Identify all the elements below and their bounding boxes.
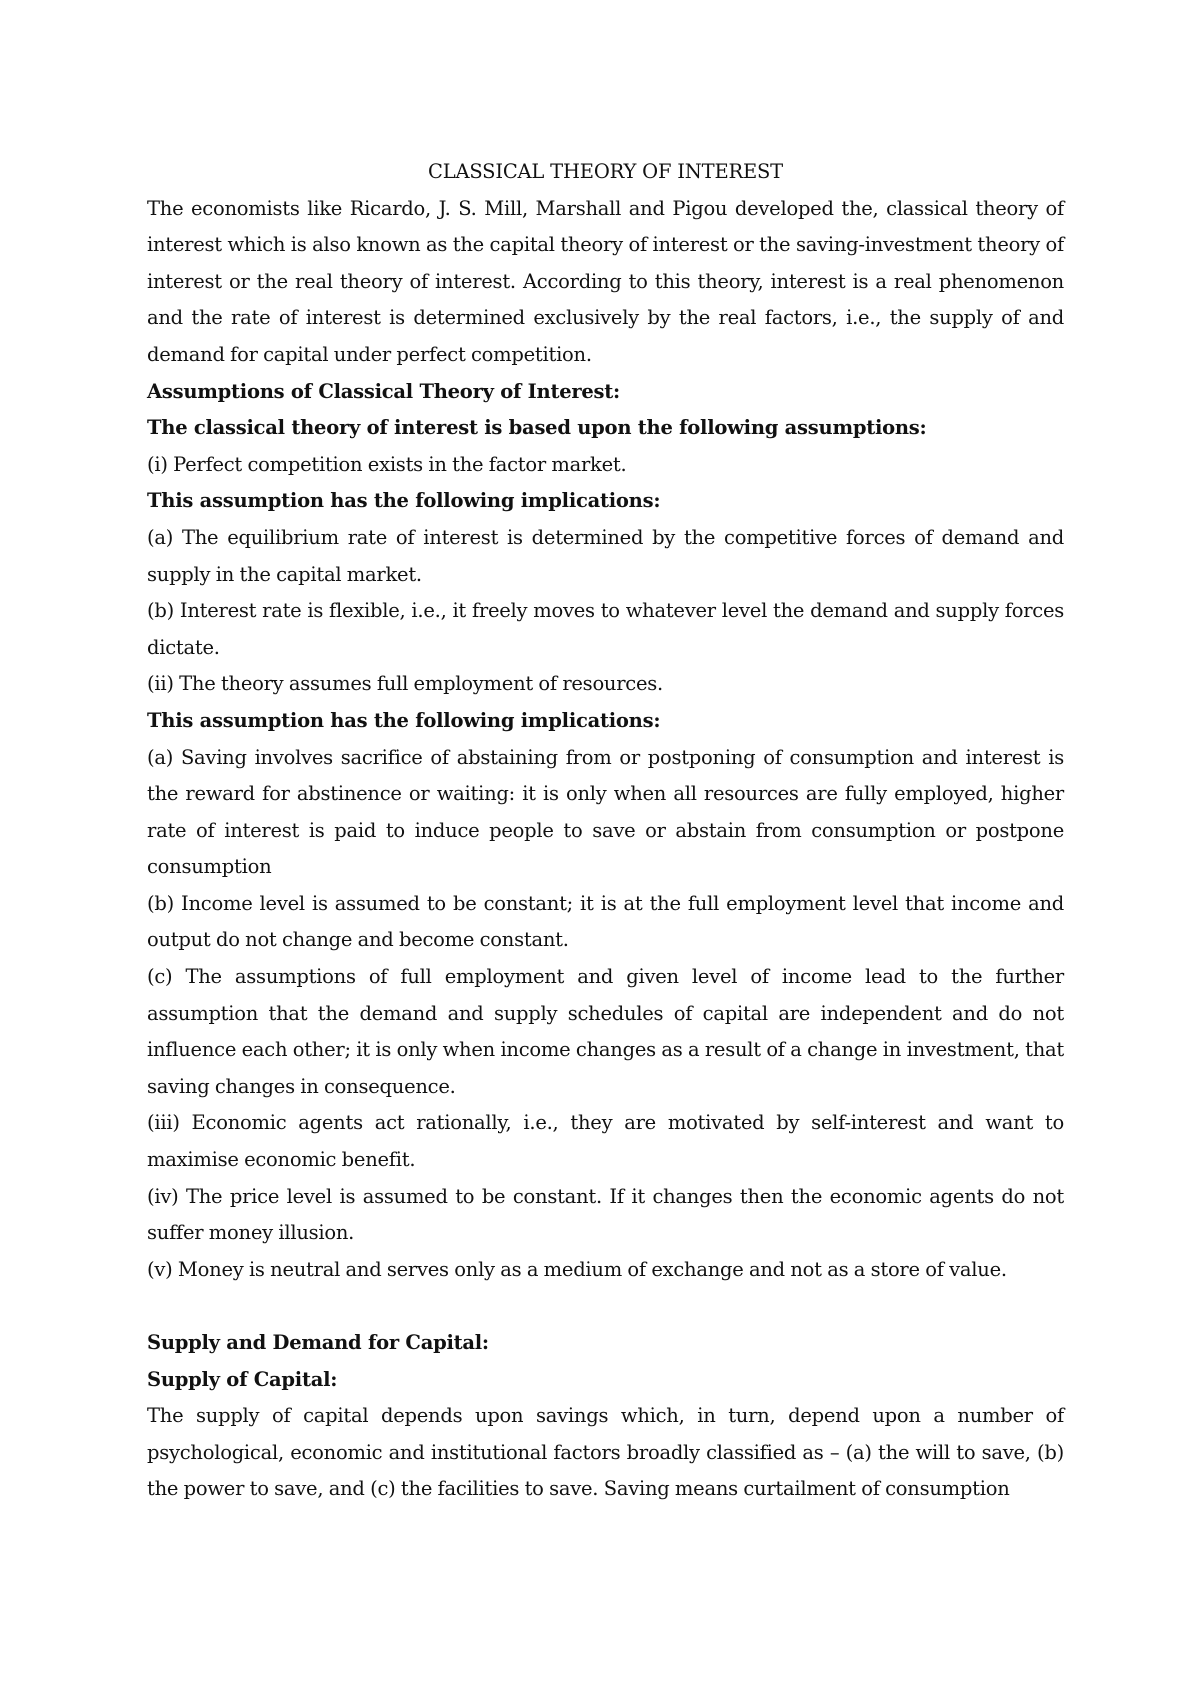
paragraph-spacer (147, 1288, 1064, 1325)
supply-demand-heading: Supply and Demand for Capital: (147, 1331, 489, 1354)
implication-ii-b: (b) Income level is assumed to be constant; it is at the full employment level that income and output do not change and become constant. (147, 891, 1064, 952)
assumptions-heading: Assumptions of Classical Theory of Interest: (147, 379, 620, 403)
implications-heading-2: This assumption has the following implications: (147, 708, 661, 732)
implication-i-a: (a) The equilibrium rate of interest is determined by the competitive forces of demand and supply in the capital market. (147, 525, 1064, 586)
supply-paragraph: The supply of capital depends upon savings which, in turn, depend upon a number of psychological, economic and institutional factors broadly classified as – (a) the will to save, (b) the power to save, and (c) the facilities to save. Saving means curtailment of consumption (147, 1404, 1064, 1501)
document-body (147, 154, 1064, 1508)
assumption-v: (v) Money is neutral and serves only as a medium of exchange and not as a store of value. (147, 1257, 1007, 1281)
implication-ii-c: (c) The assumptions of full employment and given level of income lead to the further assumption that the demand and supply schedules of capital are independent and do not influence each other; it is only when income changes as a result of a change in investment, that saving changes in consequence. (147, 965, 1064, 1098)
implication-ii-a: (a) Saving involves sacrifice of abstaining from or postponing of consumption and interest is the reward for abstinence or waiting: it is only when all resources are fully employed, higher rate of interest is paid to induce people to save or abstain from consumption or postpone consumption (147, 745, 1064, 879)
assumption-iii: (iii) Economic agents act rationally, i.e., they are motivated by self-interest and want to maximise economic benefit. (147, 1111, 1064, 1172)
assumptions-subheading: The classical theory of interest is based upon the following assumptions: (147, 416, 927, 440)
implications-heading-1: This assumption has the following implications: (147, 489, 661, 513)
implication-i-b: (b) Interest rate is flexible, i.e., it freely moves to whatever level the demand and supply forces dictate. (147, 599, 1064, 659)
supply-heading: Supply of Capital: (147, 1367, 338, 1391)
assumption-iv: (iv) The price level is assumed to be constant. If it changes then the economic agents do not suffer money illusion. (147, 1184, 1064, 1245)
assumption-ii: (ii) The theory assumes full employment of resources. (147, 672, 663, 696)
intro-paragraph: The economists like Ricardo, J. S. Mill, Marshall and Pigou developed the, classical theory of interest which is also known as the capital theory of interest or the saving-investment theory of interest or the real theory of interest. According to this theory, interest is a real phenomenon and the rate of interest is determined exclusively by the real factors, i.e., the supply of and demand for capital under perfect competition. (147, 196, 1064, 366)
assumption-i: (i) Perfect competition exists in the factor market. (147, 452, 627, 476)
document-title: CLASSICAL THEORY OF INTEREST (428, 160, 783, 183)
